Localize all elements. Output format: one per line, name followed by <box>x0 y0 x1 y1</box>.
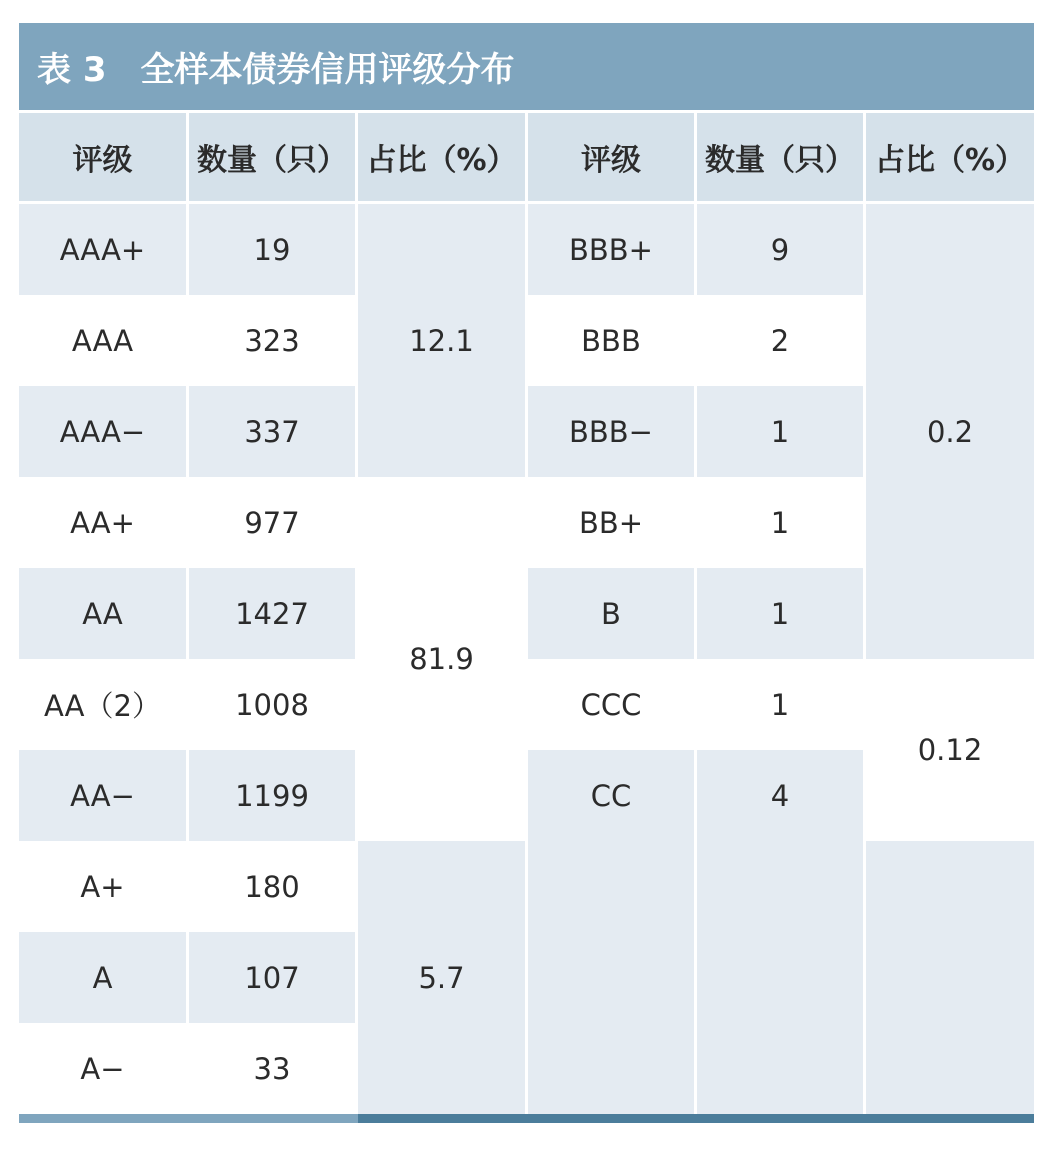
share-cell-a-group: 5.7 <box>358 841 528 1114</box>
count-cell: 1 <box>697 386 866 477</box>
bottom-rule-right-segment <box>358 1114 1034 1123</box>
rating-cell: AA+ <box>19 477 189 568</box>
rating-cell: BBB+ <box>528 204 697 295</box>
rating-cell: BBB <box>528 295 697 386</box>
header-count-left: 数量（只） <box>189 113 358 204</box>
count-cell: 33 <box>189 1023 358 1114</box>
rating-cell: AAA+ <box>19 204 189 295</box>
table-title: 全样本债券信用评级分布 <box>140 50 515 90</box>
count-cell: 337 <box>189 386 358 477</box>
count-cell: 2 <box>697 295 866 386</box>
table-row <box>19 204 1034 295</box>
rating-cell: A+ <box>19 841 189 932</box>
header-rating-right: 评级 <box>528 113 697 204</box>
share-cell-aa-group: 81.9 <box>358 477 528 841</box>
count-cell: 1 <box>697 477 866 568</box>
share-cell-aaa-group: 12.1 <box>358 204 528 477</box>
empty-cell <box>528 841 697 1114</box>
table-title-bar <box>19 23 1034 113</box>
count-cell: 1 <box>697 568 866 659</box>
count-cell: 977 <box>189 477 358 568</box>
header-count-right: 数量（只） <box>697 113 866 204</box>
table-bottom-rule <box>19 1114 1034 1123</box>
count-cell: 107 <box>189 932 358 1023</box>
rating-cell: AA（2） <box>19 659 189 750</box>
rating-cell: CC <box>528 750 697 841</box>
table-number: 表 3 <box>37 50 107 90</box>
count-cell: 1008 <box>189 659 358 750</box>
table-row <box>19 841 1034 932</box>
rating-cell: BB+ <box>528 477 697 568</box>
bottom-rule-left-segment <box>19 1114 358 1123</box>
rating-cell: B <box>528 568 697 659</box>
share-cell-ccc-group: 0.12 <box>866 659 1034 841</box>
empty-cell <box>866 841 1034 1114</box>
rating-distribution-table-container <box>19 23 1034 1123</box>
header-share-right: 占比（%） <box>866 113 1034 204</box>
rating-table <box>19 113 1034 1114</box>
empty-cell <box>697 841 866 1114</box>
header-rating-left: 评级 <box>19 113 189 204</box>
count-cell: 323 <box>189 295 358 386</box>
rating-cell: AAA− <box>19 386 189 477</box>
rating-cell: CCC <box>528 659 697 750</box>
count-cell: 19 <box>189 204 358 295</box>
rating-cell: A <box>19 932 189 1023</box>
count-cell: 4 <box>697 750 866 841</box>
share-cell-bbb-group: 0.2 <box>866 204 1034 659</box>
count-cell: 1199 <box>189 750 358 841</box>
count-cell: 1 <box>697 659 866 750</box>
rating-cell: AA <box>19 568 189 659</box>
header-share-left: 占比（%） <box>358 113 528 204</box>
count-cell: 180 <box>189 841 358 932</box>
rating-cell: BBB− <box>528 386 697 477</box>
rating-cell: AAA <box>19 295 189 386</box>
header-row <box>19 113 1034 204</box>
rating-cell: A− <box>19 1023 189 1114</box>
count-cell: 9 <box>697 204 866 295</box>
count-cell: 1427 <box>189 568 358 659</box>
rating-cell: AA− <box>19 750 189 841</box>
